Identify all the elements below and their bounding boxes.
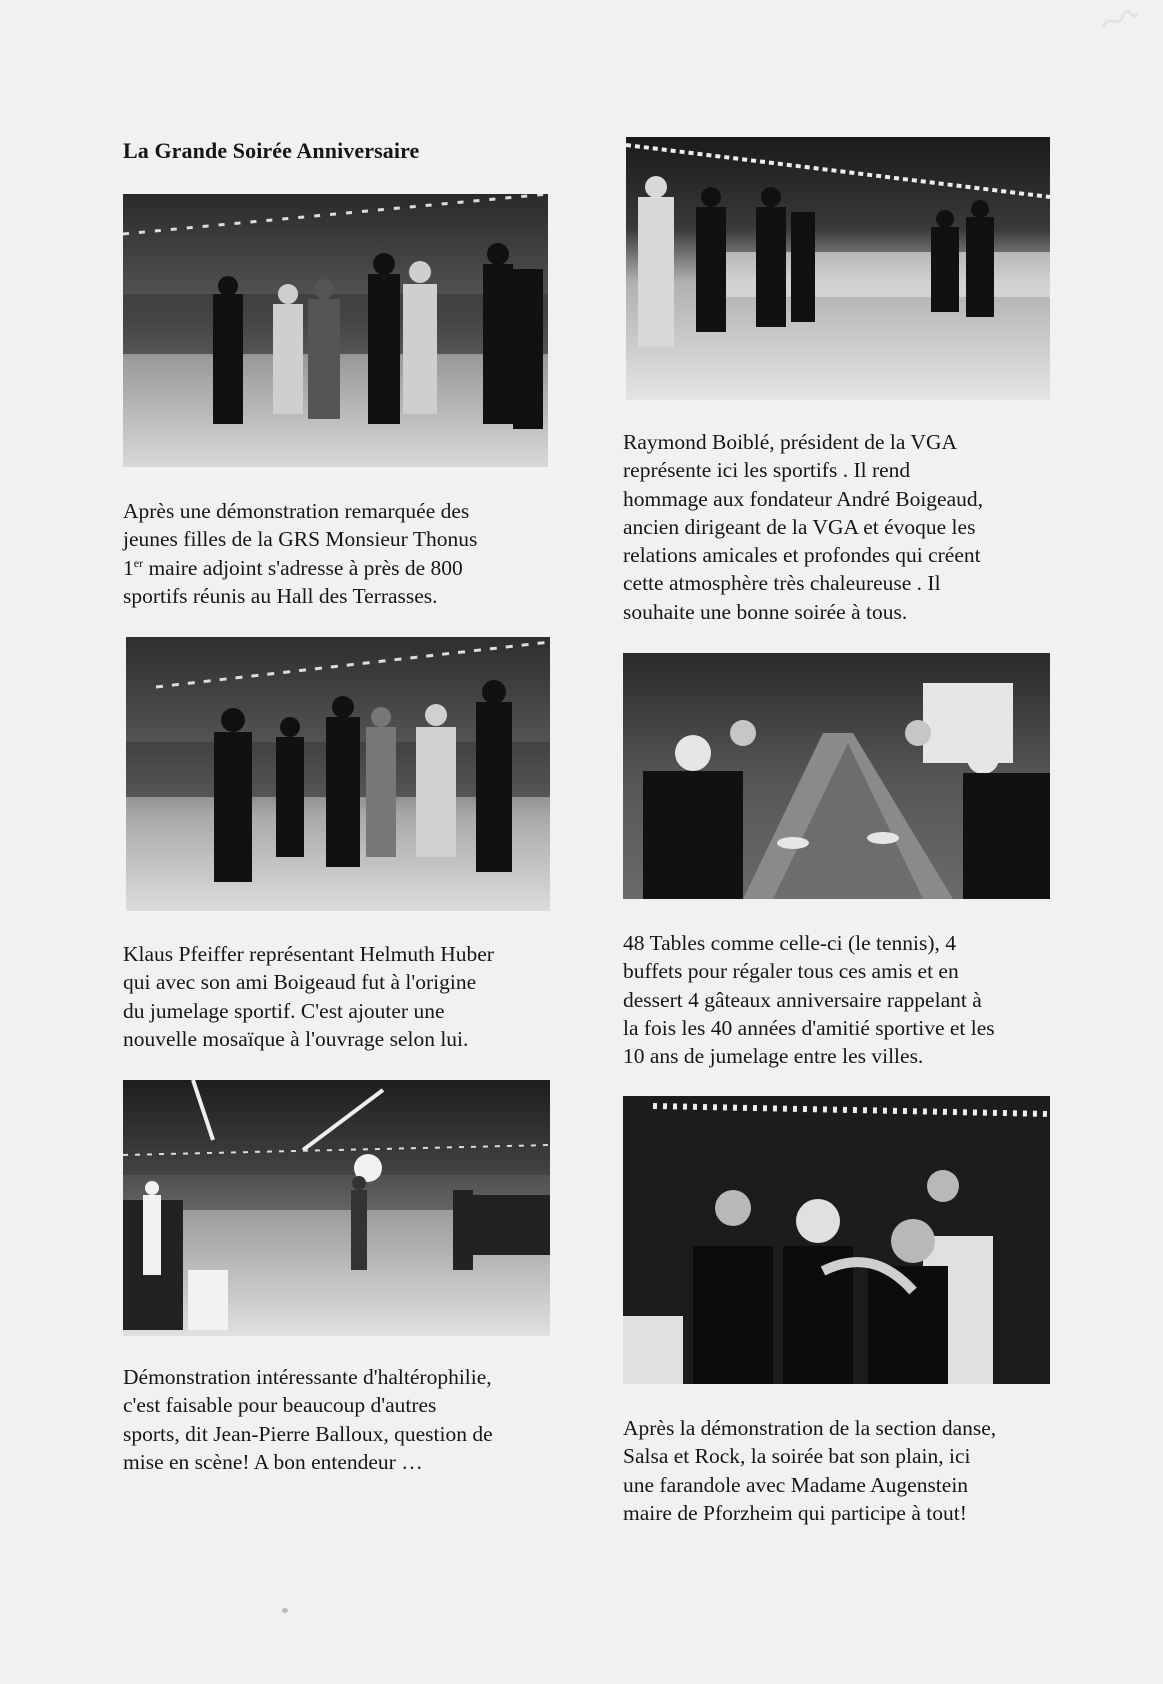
photo-hall-greeting <box>626 137 1050 400</box>
caption-line: souhaite une bonne soirée à tous. <box>623 599 908 624</box>
ordinal-number: 1 <box>123 555 134 580</box>
caption-line: Après la démonstration de la section danse, <box>623 1416 997 1440</box>
photo-weightlifting <box>123 1080 550 1336</box>
caption-line: une farandole avec Madame Augenstein <box>623 1472 969 1497</box>
caption-line: relations amicales et profondes qui créent <box>623 543 981 568</box>
speaker-group-photo-icon <box>123 194 548 467</box>
photo-banquet-table <box>623 653 1050 899</box>
caption-microphone-group <box>123 940 550 1053</box>
caption-weightlifting <box>123 1363 550 1476</box>
banquet-table-photo-icon <box>623 653 1050 899</box>
caption-line <box>123 554 550 582</box>
farandole-dance-photo-icon <box>623 1096 1050 1384</box>
caption-line: représente ici les sportifs . Il rend <box>623 458 911 483</box>
caption-line: nouvelle mosaïque à l'ouvrage selon lui. <box>123 1026 469 1051</box>
caption-line: Salsa et Rock, la soirée bat son plain, ici <box>623 1444 971 1469</box>
caption-line: ancien dirigeant de la VGA et évoque les <box>623 514 976 539</box>
photo-farandole <box>623 1096 1050 1384</box>
caption-line: Raymond Boiblé, président de la VGA <box>623 430 957 454</box>
caption-line: Démonstration intéressante d'haltérophilie, <box>123 1365 492 1389</box>
caption-speaker-group <box>123 497 550 610</box>
caption-line: qui avec son ami Boigeaud fut à l'origine <box>123 970 477 995</box>
caption-banquet-table <box>623 929 1050 1070</box>
hall-greeting-photo-icon <box>626 137 1050 400</box>
microphone-group-photo-icon <box>126 637 550 911</box>
caption-line: 10 ans de jumelage entre les villes. <box>623 1044 924 1069</box>
caption-line: du jumelage sportif. C'est ajouter une <box>123 998 445 1023</box>
weightlifting-hall-photo-icon <box>123 1080 550 1336</box>
caption-line: Après une démonstration remarquée des <box>123 499 470 523</box>
caption-line: hommage aux fondateur André Boigeaud, <box>623 486 984 511</box>
caption-line: jeunes filles de la GRS Monsieur Thonus <box>123 527 478 552</box>
caption-line: maire de Pforzheim qui participe à tout! <box>623 1500 967 1525</box>
photo-speaker-group <box>123 194 548 467</box>
caption-line: mise en scène! A bon entendeur … <box>123 1449 423 1474</box>
page-speck <box>282 1608 288 1613</box>
page-title: La Grande Soirée Anniversaire <box>123 138 420 163</box>
photo-microphone-group <box>126 637 550 911</box>
corner-smudge-icon <box>1099 8 1139 34</box>
caption-farandole <box>623 1414 1050 1527</box>
caption-line: sports, dit Jean-Pierre Balloux, question de <box>123 1421 493 1446</box>
caption-hall-greeting <box>623 428 1050 626</box>
caption-line: Klaus Pfeiffer représentant Helmuth Huber <box>123 942 494 966</box>
caption-line: la fois les 40 années d'amitié sportive et les <box>623 1015 995 1040</box>
caption-line: dessert 4 gâteaux anniversaire rappelant à <box>623 987 982 1012</box>
caption-line: buffets pour régaler tous ces amis et en <box>623 959 959 984</box>
caption-line: sportifs réunis au Hall des Terrasses. <box>123 583 438 608</box>
caption-line-rest: maire adjoint s'adresse à près de 800 <box>143 555 463 580</box>
ordinal-suffix: er <box>133 555 144 570</box>
caption-line: 48 Tables comme celle-ci (le tennis), 4 <box>623 931 957 955</box>
caption-line: c'est faisable pour beaucoup d'autres <box>123 1393 437 1418</box>
caption-line: cette atmosphère très chaleureuse . Il <box>623 571 941 596</box>
